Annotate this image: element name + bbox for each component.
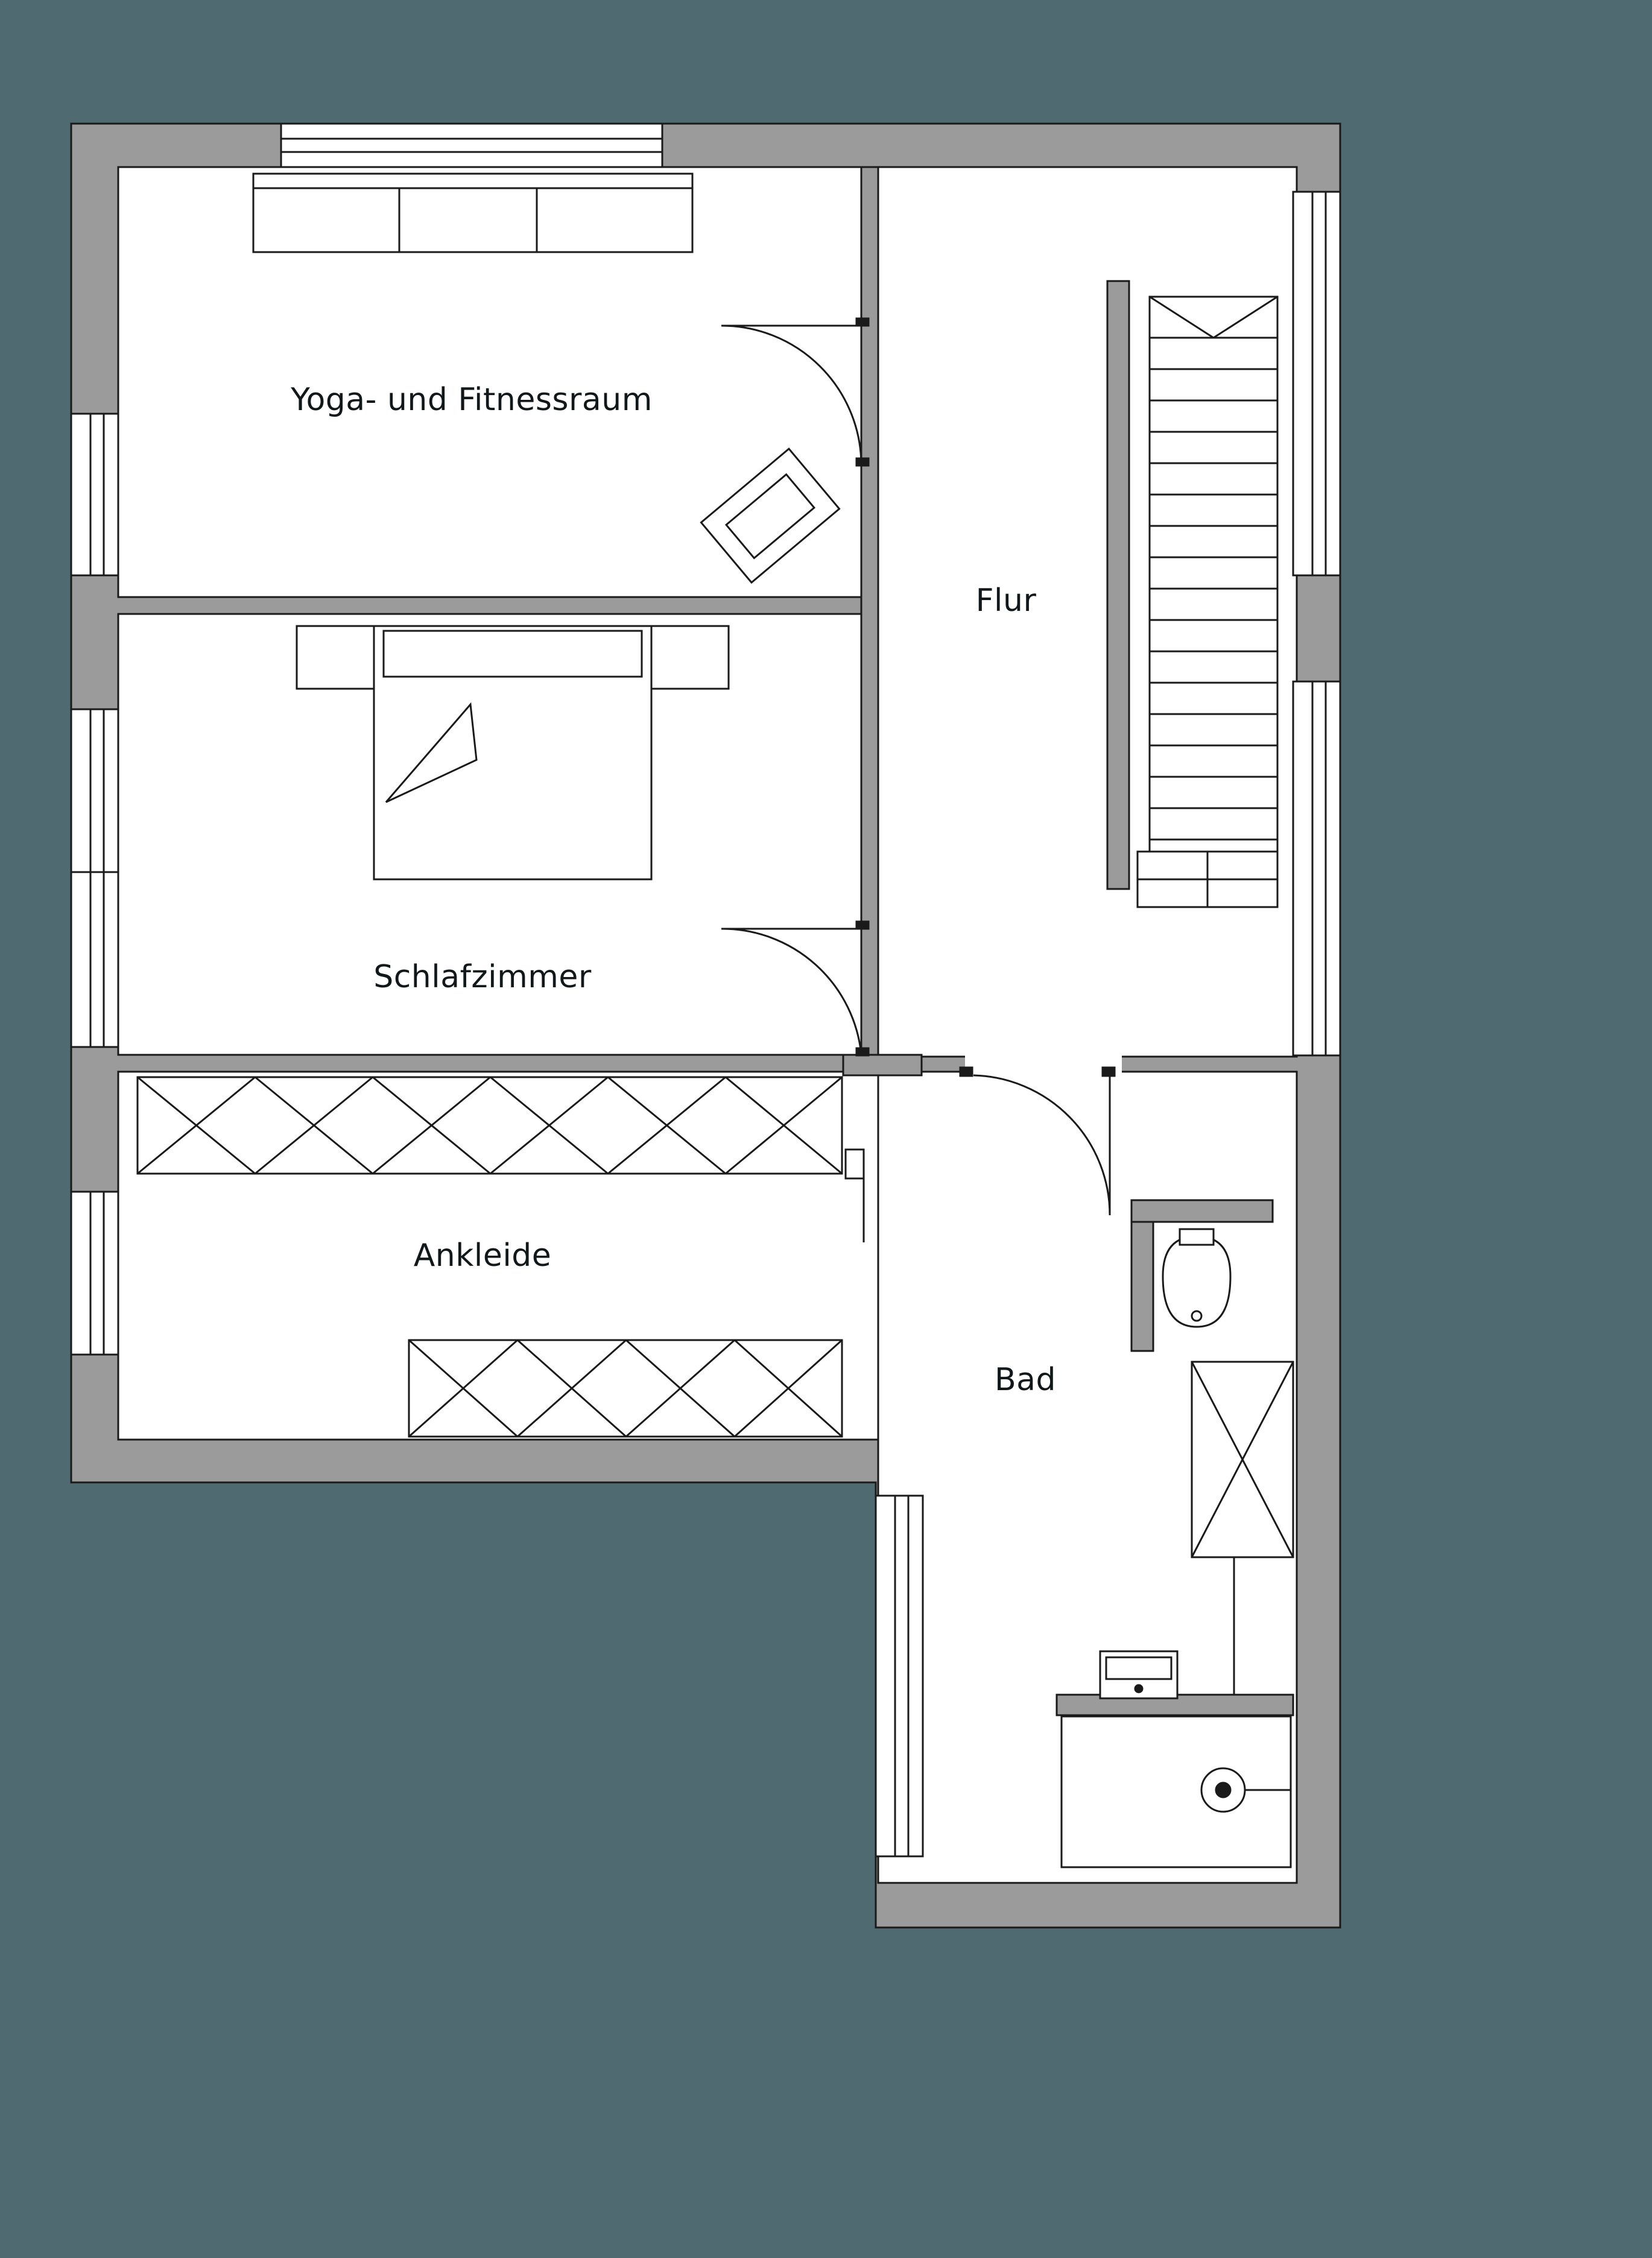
window-west-yoga — [71, 414, 118, 575]
window-west-schlafzimmer-lower — [71, 872, 118, 1047]
window-west-schlafzimmer-upper — [71, 709, 118, 872]
furniture-wardrobe-north — [138, 1077, 842, 1174]
room-label-flur: Flur — [975, 583, 1037, 619]
furniture-staircase — [1138, 297, 1277, 907]
furniture-double-bed — [374, 626, 651, 879]
furniture-shower — [1192, 1362, 1293, 1557]
room-label-schlafzimmer: Schlafzimmer — [373, 959, 592, 995]
window-south-bad — [876, 1496, 923, 1856]
furniture-bathtub — [1062, 1716, 1291, 1867]
window-east-flur-lower — [1293, 682, 1340, 1055]
window-north-yoga — [281, 124, 662, 167]
furniture-sofa — [253, 174, 692, 252]
furniture-nightstand-left — [297, 626, 374, 689]
window-east-flur-upper — [1293, 192, 1340, 575]
furniture-wardrobe-south — [409, 1340, 842, 1437]
room-label-bad: Bad — [994, 1362, 1057, 1398]
window-west-ankleide — [71, 1192, 118, 1355]
room-label-yoga: Yoga- und Fitnessraum — [291, 382, 653, 418]
furniture-nightstand-right — [651, 626, 729, 689]
room-label-ankleide: Ankleide — [413, 1238, 552, 1274]
furniture-toilet — [1163, 1229, 1230, 1327]
